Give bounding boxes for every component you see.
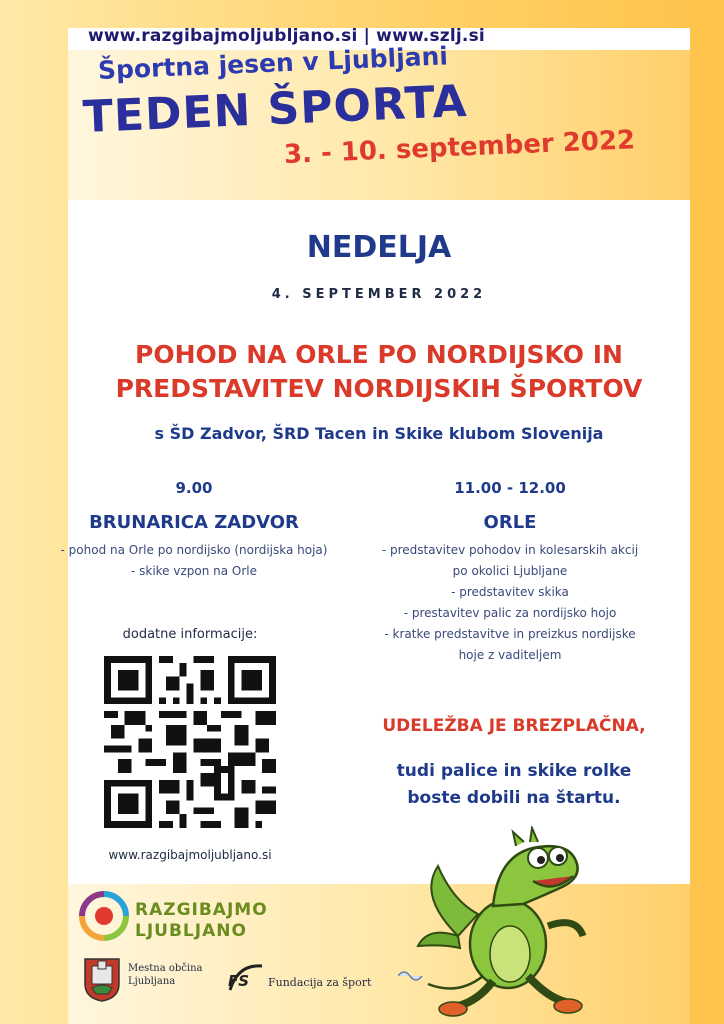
dragon-mascot-icon — [398, 826, 598, 1022]
qr-code-icon[interactable] — [104, 656, 276, 828]
info-url[interactable]: www.razgibajmoljubljano.si — [108, 848, 272, 862]
free-participation: UDELEŽBA JE BREZPLAČNA, — [382, 716, 646, 736]
header-title: TEDEN ŠPORTA — [81, 75, 469, 143]
left-time-text: 9.00 — [175, 479, 213, 497]
mol-line2: Ljubljana — [128, 976, 176, 987]
fs-label: Fundacija za šport — [268, 976, 372, 989]
mol-line1: Mestna občina — [128, 963, 203, 974]
event-title-line1: POHOD NA ORLE PO NORDIJSKO IN — [135, 340, 623, 369]
left-place-text: BRUNARICA ZADVOR — [89, 512, 299, 533]
header-urls: www.razgibajmoljubljano.si | www.szlj.si — [88, 26, 485, 46]
equipment-notice — [356, 758, 672, 812]
list-item: - skike vzpon na Orle — [130, 564, 258, 578]
list-item: - pohod na Orle po nordijsko (nordijska hoja) — [60, 543, 328, 557]
razgibajmo-logo-text — [135, 900, 268, 942]
right-place-text: ORLE — [483, 512, 537, 533]
left-activities — [44, 540, 344, 582]
header-dates: 3. - 10. september 2022 — [283, 125, 636, 170]
info-label: dodatne informacije: — [122, 627, 258, 642]
right-time-text: 11.00 - 12.00 — [454, 479, 566, 497]
header-subtitle: Športna jesen v Ljubljani — [97, 41, 449, 85]
fundacija-za-sport-logo-icon — [224, 962, 266, 996]
list-item: - prestavitev palic za nordijsko hojo — [403, 606, 617, 620]
event-title — [68, 338, 690, 406]
left-time — [44, 478, 344, 497]
day-date: 4. SEPTEMBER 2022 — [271, 287, 487, 302]
equipment-line1: tudi palice in skike rolke — [396, 761, 632, 781]
event-subtitle: s ŠD Zadvor, ŠRD Tacen in Skike klubom Slovenija — [154, 424, 604, 443]
razgibajmo-logo-icon — [78, 890, 130, 942]
ljubljana-coat-of-arms-icon — [82, 956, 122, 1002]
list-item: - predstavitev skika — [451, 585, 569, 599]
left-place — [44, 512, 344, 533]
list-item: po okolici Ljubljane — [452, 564, 568, 578]
logo-line2: LJUBLJANO — [135, 921, 247, 941]
list-item: - predstavitev pohodov in kolesarskih akcij — [381, 543, 639, 557]
svg-text:FS: FS — [228, 972, 250, 990]
right-place — [360, 512, 660, 533]
equipment-line2: boste dobili na štartu. — [407, 788, 621, 808]
day-name: NEDELJA — [306, 230, 452, 265]
event-title-line2: PREDSTAVITEV NORDIJSKIH ŠPORTOV — [115, 374, 643, 403]
right-activities — [360, 540, 660, 666]
right-time — [360, 478, 660, 497]
logo-line1: RAZGIBAJMO — [135, 900, 268, 920]
list-item: - kratke predstavitve in preizkus nordijske — [384, 627, 636, 641]
mol-label — [128, 962, 203, 988]
list-item: hoje z vaditeljem — [458, 648, 562, 662]
